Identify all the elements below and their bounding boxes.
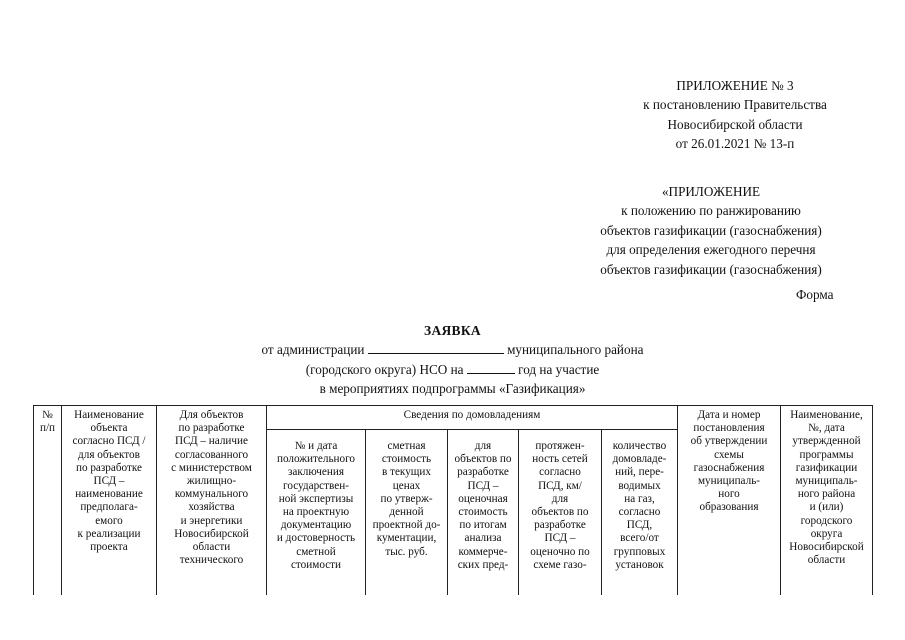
header-text-line: объектов по <box>454 453 512 466</box>
header-text-line: жилищно- <box>186 475 237 488</box>
header-text-line: по разработке <box>75 461 143 474</box>
header-text-line: ПСД – <box>93 475 125 488</box>
header-text-line: № и дата <box>294 440 338 452</box>
header-text-line: образования <box>699 501 759 514</box>
header-text-line: на проектную <box>282 506 350 519</box>
header-text-line: в текущих <box>382 466 431 479</box>
header-text-line: № <box>42 409 53 421</box>
col-object-name-header <box>62 406 157 596</box>
header-text-line: технического <box>179 554 244 567</box>
header-text-line: стоимость <box>458 506 508 519</box>
header-text-line: водимых <box>618 479 661 492</box>
header-text-line: газификации <box>795 461 858 474</box>
header-text-line: и достоверность <box>276 532 356 545</box>
header-text-line: для <box>551 492 569 505</box>
header-text-line: денной <box>389 506 424 519</box>
header-text-line: оценочная <box>458 492 508 505</box>
header-text-line: ного <box>718 488 740 501</box>
header-text-line: ценах <box>392 479 421 492</box>
header-text-line: предполага- <box>80 501 138 514</box>
header-text-line: программы <box>799 448 854 461</box>
appendix-3-line: от 26.01.2021 № 13-п <box>675 136 795 152</box>
appendix-3-line: Новосибирской области <box>667 116 803 132</box>
header-text-line: коммерче- <box>458 545 508 558</box>
header-text-line: Наименование, <box>790 409 863 421</box>
header-text-line: для объектов <box>78 448 140 461</box>
request-line-3: в мероприятиях подпрограммы «Газификация» <box>319 381 586 397</box>
header-text-line: ПСД – <box>544 532 576 545</box>
header-text-line: с министерством <box>171 461 252 474</box>
header-text-line: области <box>192 541 231 554</box>
header-text-line: количество <box>612 440 667 452</box>
col-program-header <box>781 406 873 596</box>
header-text-line: проектной до- <box>372 519 441 532</box>
header-text-line: домовладе- <box>612 453 667 466</box>
header-text-line: по разработке <box>178 422 245 435</box>
header-text-line: установок <box>615 558 664 571</box>
header-text-line: области <box>807 554 846 567</box>
header-text-line: хозяйства <box>188 501 235 514</box>
header-text-line: ной экспертизы <box>278 492 354 505</box>
header-text-line: ность сетей <box>532 453 588 466</box>
appendix-3-line: к постановлению Правительства <box>643 97 827 113</box>
header-text-line: согласованного <box>174 448 249 461</box>
header-text-line: ний, пере- <box>615 466 664 479</box>
header-text-line: согласно <box>539 466 581 479</box>
request-line-1-end: муниципального района <box>507 342 644 358</box>
request-title: ЗАЯВКА <box>424 323 481 338</box>
header-text-line: сметной <box>296 545 336 558</box>
header-text-line: стоимости <box>290 558 342 571</box>
header-text-line: на газ, <box>624 492 655 505</box>
request-line-1-start: от администрации <box>261 342 365 358</box>
sub-households-count-header <box>602 430 678 596</box>
header-text-line: и энергетики <box>180 514 243 527</box>
sub-expertise-header <box>267 430 366 596</box>
header-text-line: постановления <box>693 422 765 435</box>
appendix-quote-line: «ПРИЛОЖЕНИЕ <box>661 184 761 199</box>
header-text-line: документацию <box>280 519 352 532</box>
header-text-line: утвержденной <box>792 435 861 448</box>
col-psd-agreement-header <box>157 406 267 596</box>
header-text-line: анализа <box>464 532 502 545</box>
form-label: Форма <box>796 287 834 302</box>
header-text-line: ного района <box>797 488 856 501</box>
col-number-header <box>34 406 62 596</box>
header-text-line: муниципаль- <box>795 475 858 488</box>
header-text-line: групповых <box>613 545 666 558</box>
header-text-line: разработке <box>457 466 509 479</box>
header-text-line: объектов по <box>531 506 589 519</box>
header-text-line: об утверждении <box>690 435 768 448</box>
header-text-line: ПСД, <box>626 519 653 532</box>
header-text-line: схеме газо- <box>533 558 587 571</box>
header-text-line: Сведения по домовладениям <box>403 409 541 421</box>
header-text-line: кументации, <box>376 532 437 545</box>
header-text-line: и (или) <box>809 501 844 514</box>
header-text-line: сметная <box>387 440 426 452</box>
header-text-line: проекта <box>90 541 128 554</box>
header-text-line: коммунального <box>174 488 249 501</box>
header-text-line: по утверж- <box>380 492 433 505</box>
header-text-line: Наименование <box>74 409 144 421</box>
header-text-line: п/п <box>39 422 56 435</box>
header-text-line: к реализации <box>77 527 141 540</box>
header-text-line: всего/от <box>620 532 659 545</box>
sub-estimated-cost-header <box>366 430 448 596</box>
header-text-line: согласно <box>618 506 661 519</box>
header-text-line: положительного <box>276 453 356 466</box>
header-text-line: ПСД – наличие <box>174 435 248 448</box>
header-text-line: разработке <box>534 519 586 532</box>
sub-network-length-header <box>519 430 602 596</box>
header-text-line: Новосибирской <box>174 527 249 540</box>
header-text-line: государствен- <box>283 479 349 492</box>
header-text-line: Новосибирской <box>789 541 864 554</box>
header-text-line: объекта <box>90 422 128 435</box>
appendix-quote-line: для определения ежегодного перечня <box>606 242 816 258</box>
header-text-line: тыс. руб. <box>385 545 428 558</box>
request-table <box>33 405 873 595</box>
header-text-line: газоснабжения <box>693 461 765 474</box>
appendix-quote-line: объектов газификации (газоснабжения) <box>600 222 822 238</box>
appendix-quote-line: к положению по ранжированию <box>621 203 801 219</box>
header-text-line: стоимость <box>381 453 432 466</box>
header-text-line: ПСД – <box>467 479 499 492</box>
households-group-header <box>267 406 678 430</box>
sub-assessed-cost-header <box>448 430 519 596</box>
header-text-line: для <box>474 440 492 452</box>
header-text-line: протяжен- <box>535 440 585 452</box>
header-text-line: округа <box>810 527 843 540</box>
header-text-line: заключения <box>287 466 345 479</box>
appendix-3-line: ПРИЛОЖЕНИЕ № 3 <box>676 78 794 93</box>
header-text-line: ских пред- <box>457 558 509 571</box>
header-text-line: городского <box>800 514 853 527</box>
request-line-2-end: год на участие <box>518 361 600 377</box>
header-text-line: по итогам <box>459 519 507 532</box>
header-text-line: Дата и номер <box>697 409 761 421</box>
header-text-line: ПСД, км/ <box>538 479 582 492</box>
header-text-line: наименование <box>75 488 143 501</box>
header-text-line: №, дата <box>808 422 845 435</box>
header-text-line: муниципаль- <box>697 475 761 488</box>
header-text-line: схемы <box>714 448 744 461</box>
header-text-line: емого <box>95 514 123 527</box>
request-line-2-start: (городского округа) НСО на <box>305 361 464 377</box>
col-resolution-header <box>678 406 781 596</box>
header-text-line: согласно ПСД / <box>72 435 146 448</box>
appendix-quote-line: объектов газификации (газоснабжения) <box>600 261 822 277</box>
header-text-line: Для объектов <box>179 409 244 421</box>
header-text-line: оценочно по <box>530 545 590 558</box>
